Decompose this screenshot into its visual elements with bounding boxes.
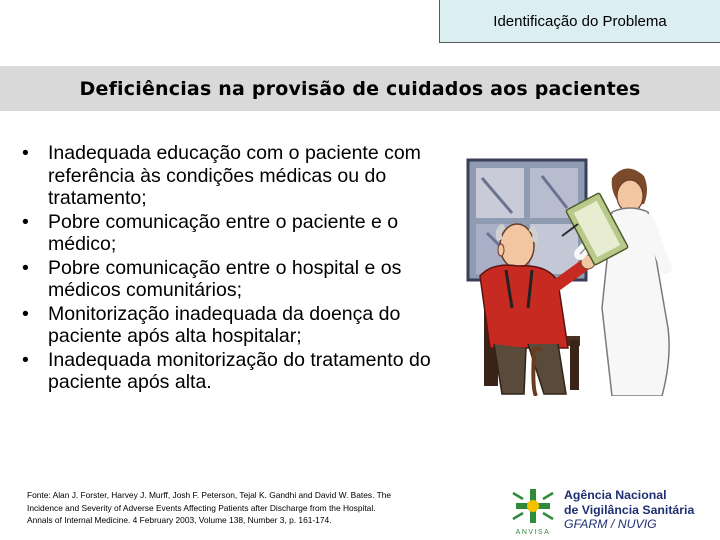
doctor-patient-illustration [462, 158, 682, 396]
section-tag [439, 0, 720, 43]
source-line: Annals of Internal Medicine. 4 February 2003, Volume 138, Number 3, p. 161-174. [27, 515, 332, 525]
agency-block [564, 488, 720, 532]
bullet-item: • Inadequada monitorização do tratamento do paciente após alta. [20, 349, 460, 394]
bullet-item: • Monitorização inadequada da doença do paciente após alta hospitalar; [20, 303, 460, 348]
agency-name-line: de Vigilância Sanitária [564, 502, 695, 517]
bullet-item: • Pobre comunicação entre o paciente e o médico; [20, 211, 460, 256]
source-citation [27, 489, 497, 527]
section-tag-label: Identificação do Problema [493, 12, 667, 30]
bullet-item: • Inadequada educação com o paciente com referência às condições médicas ou do tratamento; [20, 142, 460, 210]
source-line: Incidence and Severity of Adverse Events Affecting Patients after Discharge from the Hospital. [27, 502, 376, 513]
slide-title-band [0, 66, 720, 111]
source-line: Fonte: Alan J. Forster, Harvey J. Murff, Josh F. Peterson, Tejal K. Gandhi and David W. Bates. The [27, 490, 392, 500]
anvisa-logo [509, 487, 557, 537]
bullet-item: • Pobre comunicação entre o hospital e os médicos comunitários; [20, 257, 460, 302]
slide-title: Deficiências na provisão de cuidados aos pacientes [79, 77, 641, 100]
agency-department: GFARM / NUVIG [564, 517, 657, 531]
bullet-list [20, 142, 460, 395]
logo-text: ANVISA [515, 529, 551, 536]
agency-name-line: Agência Nacional [564, 488, 667, 502]
